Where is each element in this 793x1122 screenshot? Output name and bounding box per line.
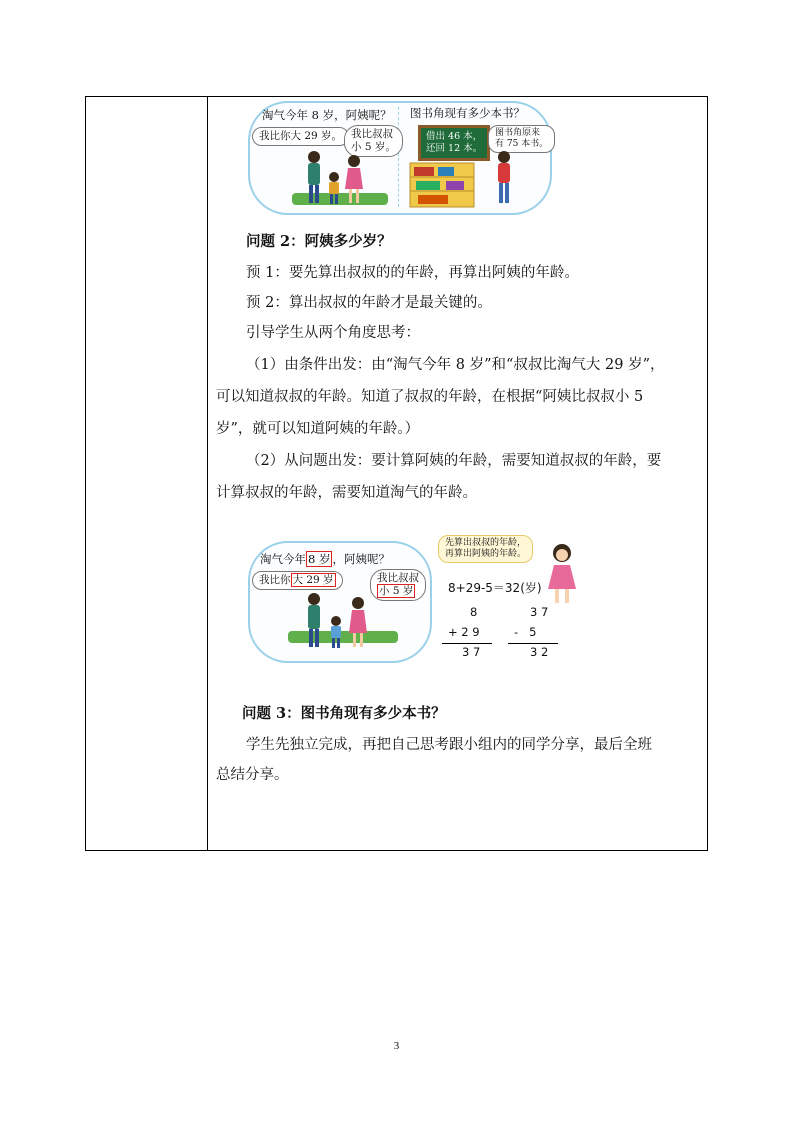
content-cell: [208, 97, 707, 850]
calc1-mid: + 2 9: [448, 625, 480, 639]
prediction-2: 预 2：算出叔叔的年龄才是最关键的。: [246, 295, 492, 311]
point-1-line-1: （1）由条件出发：由“淘气今年 8 岁”和“叔叔比淘气大 29 岁”，: [246, 357, 665, 373]
calc1-result: 3 7: [462, 645, 481, 659]
boy-speech: 图书角原来 有 75 本书。: [488, 125, 555, 153]
lesson-table: [85, 96, 708, 851]
question-3-title: 问题 3：图书角现有多少本书？: [242, 705, 446, 722]
girl-speech: 先算出叔叔的年龄， 再算出阿姨的年龄。: [438, 535, 533, 563]
question-3-line-1: 学生先独立完成，再把自己思考跟小组内的同学分享，最后全班: [246, 737, 652, 753]
calc2-result: 3 2: [530, 645, 549, 659]
calc1-top: 8: [470, 605, 478, 619]
girl-figure: [540, 539, 590, 609]
family-figures: [248, 101, 398, 211]
point-2-line-2: 计算叔叔的年龄，需要知道淘气的年龄。: [216, 485, 477, 501]
calc2-mid: - 5: [514, 625, 537, 639]
calc2-rule: [508, 643, 558, 644]
solution-title: 淘气今年 8 岁 ，阿姨呢？: [260, 552, 390, 566]
aunt-speech-2: 我比叔叔 小 5 岁: [370, 569, 426, 601]
calc1-rule: [442, 643, 492, 644]
uncle-speech-2: 我比你 大 29 岁: [252, 571, 343, 590]
question-3-line-2: 总结分享。: [216, 767, 289, 783]
page-number: 3: [393, 1040, 400, 1052]
right-bubble-title: 图书角现有多少本书？: [410, 106, 525, 120]
equation: 8+29-5＝32(岁): [448, 581, 542, 595]
bookshelf-and-boy: [398, 101, 548, 211]
aunt-speech: 我比叔叔 小 5 岁。: [344, 125, 403, 157]
uncle-speech: 我比你大 29 岁。: [252, 127, 349, 146]
family-figures-2: [248, 527, 428, 667]
calc2-top: 3 7: [530, 605, 549, 619]
guide-text: 引导学生从两个角度思考：: [246, 325, 420, 341]
point-1-line-2: 可以知道叔叔的年龄。知道了叔叔的年龄，在根据“阿姨比叔叔小 5: [216, 389, 644, 405]
illustration-solution: [248, 527, 608, 667]
chalkboard: 借出 46 本， 还回 12 本。: [418, 125, 490, 161]
question-2-title: 问题 2：阿姨多少岁？: [246, 233, 392, 250]
point-2-line-1: （2）从问题出发：要计算阿姨的年龄，需要知道叔叔的年龄，要: [246, 453, 662, 469]
point-1-line-3: 岁”，就可以知道阿姨的年龄。）: [216, 421, 420, 437]
prediction-1: 预 1：要先算出叔叔的的年龄，再算出阿姨的年龄。: [246, 265, 579, 281]
left-bubble-title: 淘气今年 8 岁，阿姨呢？: [262, 108, 392, 122]
illustration-age-and-books: [248, 101, 558, 217]
